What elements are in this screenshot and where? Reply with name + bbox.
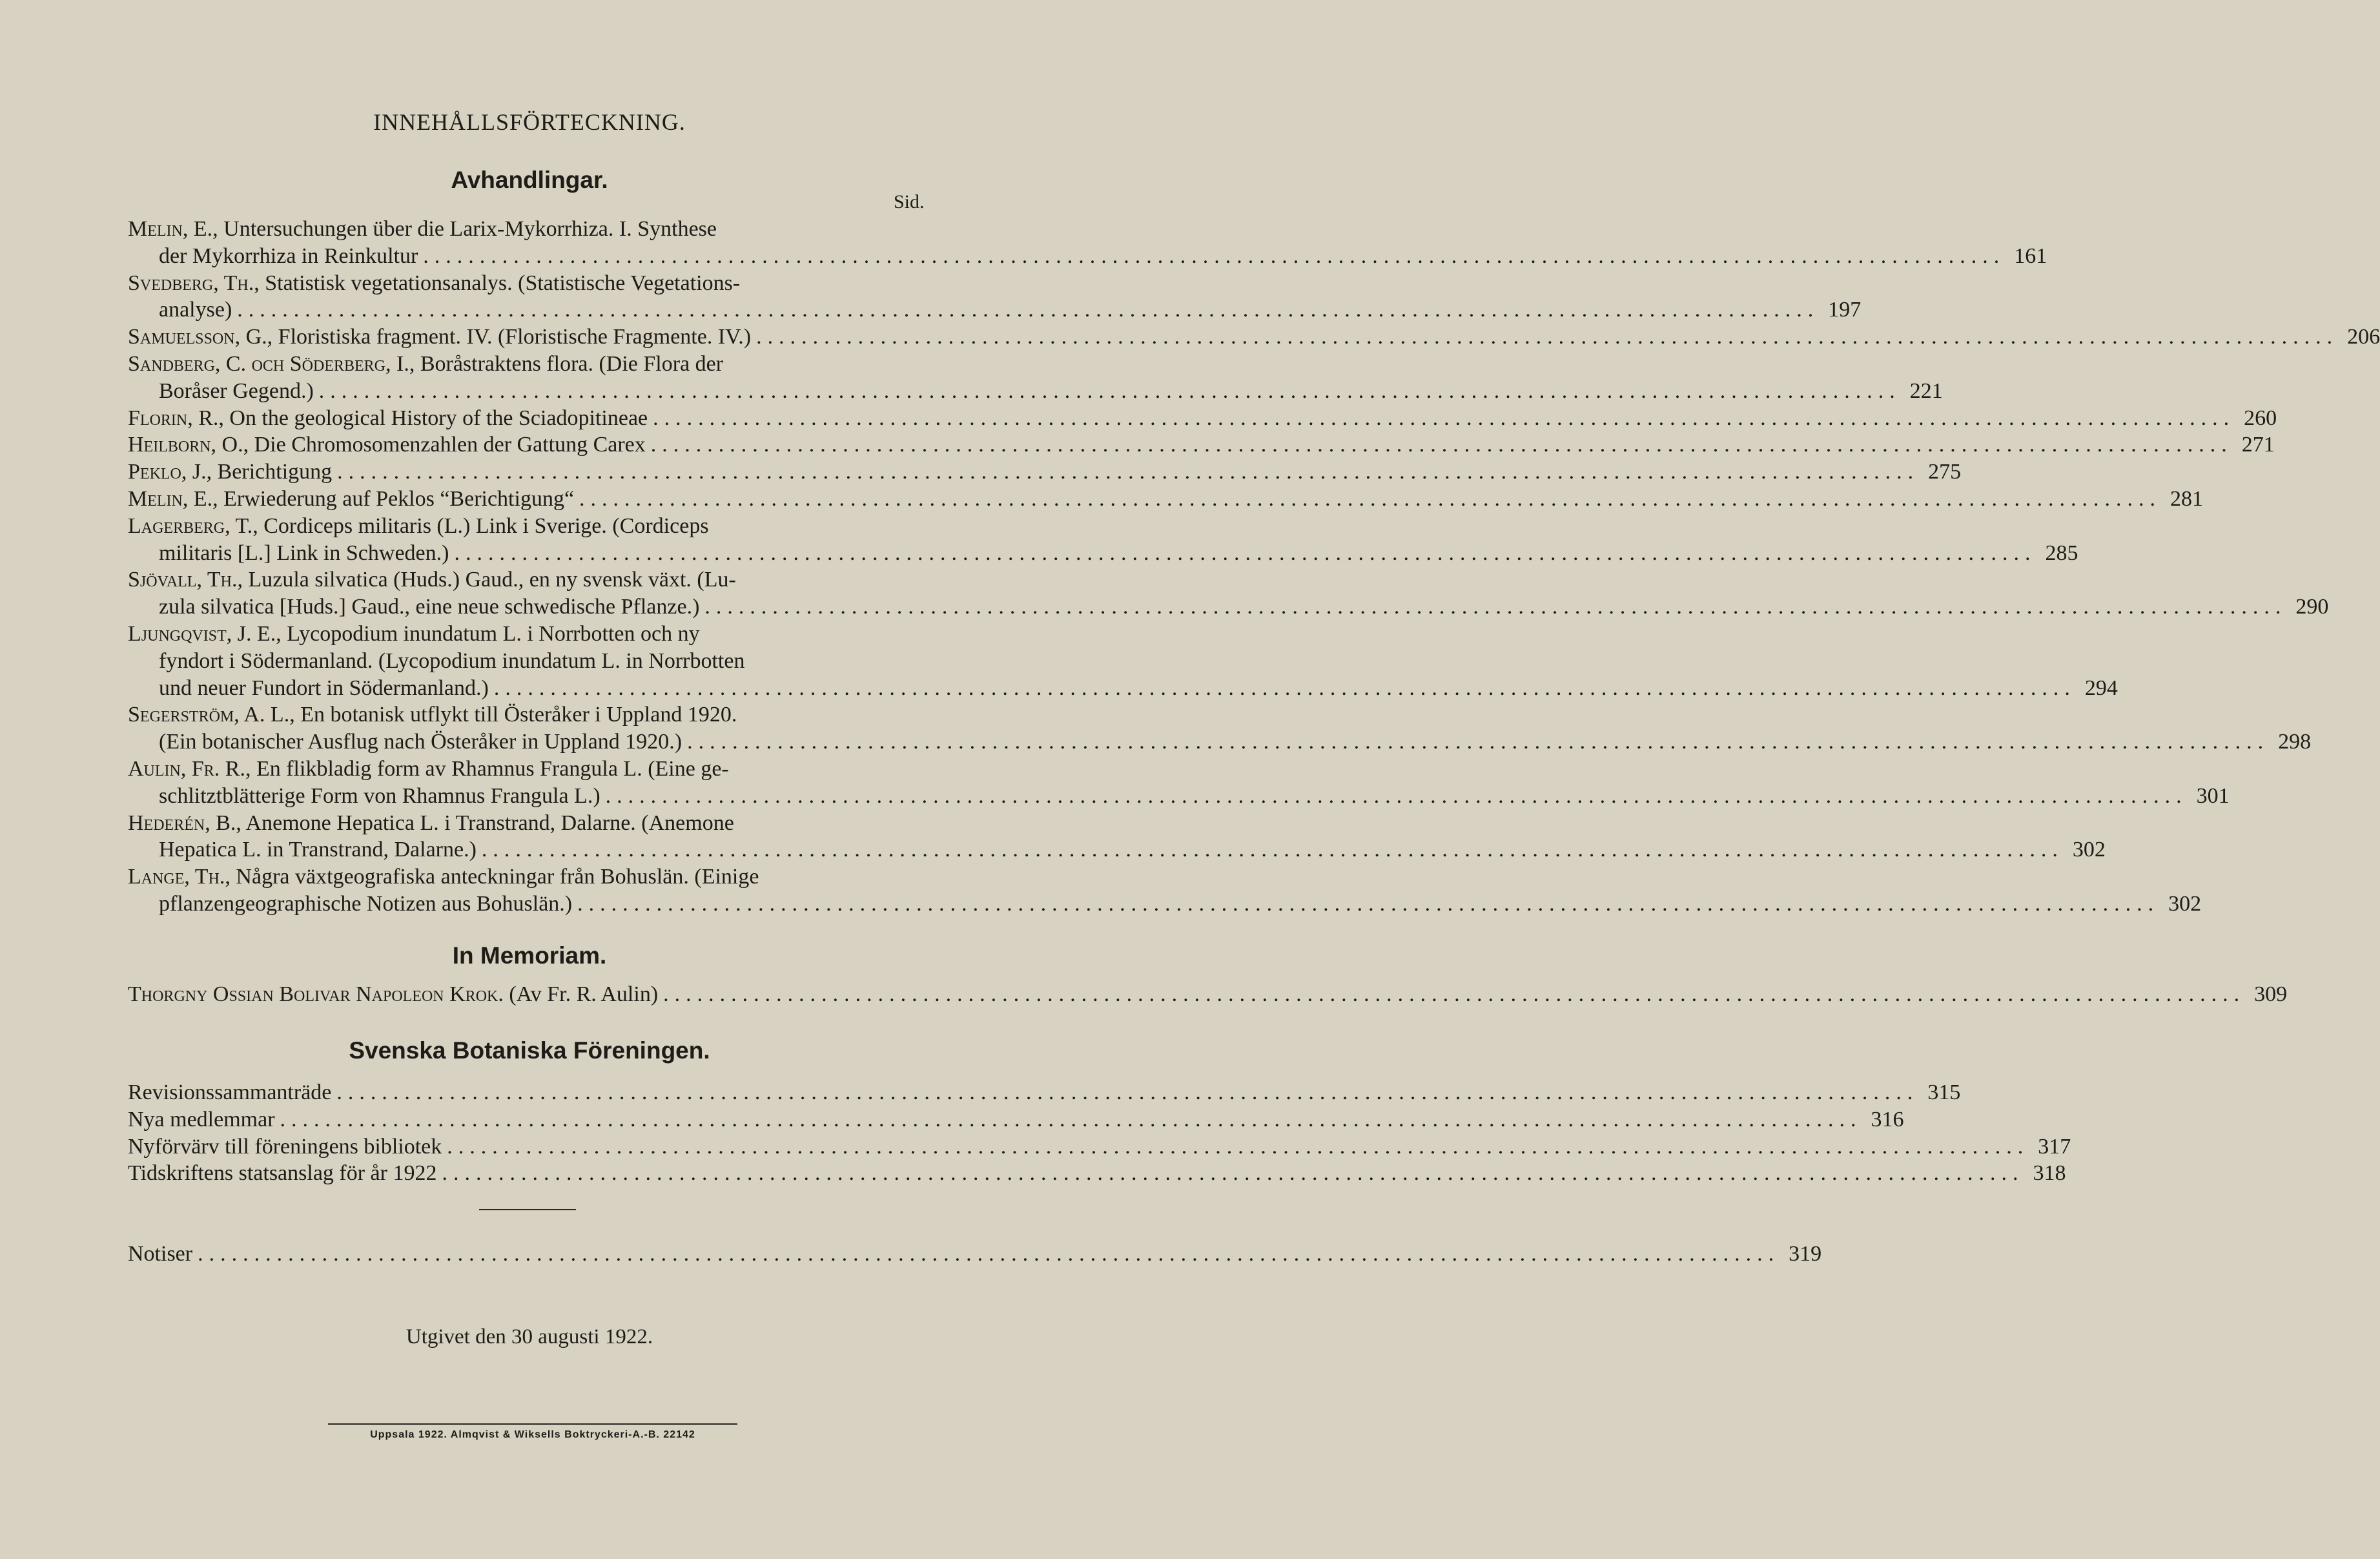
toc-entry-line (128, 243, 2047, 270)
toc-title-text: Berichtigung (217, 460, 333, 484)
toc-entry-line (128, 566, 931, 594)
toc-list-avhandlingar (128, 216, 2380, 918)
toc-entry (128, 486, 2204, 513)
toc-entry-line (128, 728, 2312, 756)
toc-entry-text-wrap (128, 1160, 436, 1187)
toc-entry-line (128, 675, 2118, 702)
toc-entry-line (128, 270, 931, 297)
toc-entry-line (128, 324, 2380, 351)
toc-author: Lagerberg, T., (128, 513, 258, 538)
toc-entry-text-wrap (128, 405, 648, 432)
toc-author: Samuelsson, G., (128, 325, 273, 349)
toc-entry-line (128, 540, 2078, 567)
toc-title-text: Revisionssammanträde (128, 1080, 332, 1104)
toc-title-text: Erwiederung auf Peklos “Berichtigung“ (223, 486, 575, 511)
toc-entry-text-wrap (159, 540, 449, 567)
toc-entry-line (128, 981, 2288, 1008)
toc-entry-line (128, 594, 2329, 621)
toc-entry-line (128, 351, 931, 378)
toc-author: Peklo, J., (128, 460, 212, 484)
leader-dots: ............................................................................................................................................ (687, 730, 2270, 754)
toc-entry-text-wrap (159, 836, 477, 863)
toc-title-text: schlitztblätterige Form von Rhamnus Frangula L.) (159, 783, 600, 808)
leader-dots: ............................................................................................................................................ (650, 433, 2233, 457)
toc-page-number: 275 (1928, 460, 1962, 484)
toc-entry-line (128, 1106, 1904, 1133)
toc-page-number: 281 (2170, 486, 2204, 511)
toc-title-text: Tidskriftens statsanslag för år 1922 (128, 1161, 437, 1186)
toc-entry-line (128, 513, 931, 540)
toc-title-text: (Av Fr. R. Aulin) (509, 982, 659, 1006)
toc-entry (128, 324, 2380, 351)
toc-list-forening (128, 1079, 2071, 1187)
toc-list-memoriam (128, 981, 2288, 1008)
toc-entry-text-wrap (159, 891, 572, 918)
toc-entry-text-wrap (159, 675, 489, 702)
toc-page-number: 318 (2033, 1161, 2066, 1186)
toc-entry (128, 756, 2230, 810)
toc-entry-line (128, 431, 2275, 459)
toc-title-text: Cordiceps militaris (L.) Link i Sverige. (Cordiceps (263, 513, 709, 538)
toc-entry-line (128, 863, 931, 891)
leader-dots: ............................................................................................................................................ (756, 325, 2339, 349)
toc-title-text: und neuer Fundort in Södermanland.) (159, 676, 489, 700)
toc-author: Florin, R., (128, 406, 224, 430)
leader-dots: ............................................................................................................................................ (336, 1080, 1919, 1104)
toc-entry (128, 216, 2047, 270)
toc-title-text: Boråser Gegend.) (159, 378, 314, 403)
printer-imprint: Uppsala 1922. Almqvist & Wiksells Boktryckeri-A.-B. 22142 (370, 1429, 695, 1440)
toc-page-number: 161 (2014, 243, 2047, 268)
toc-list-notiser (128, 1241, 1822, 1268)
divider-rule (479, 1209, 576, 1210)
toc-entry-line (128, 1133, 2071, 1161)
publication-date: Utgivet den 30 augusti 1922. (405, 1325, 653, 1348)
leader-dots: ............................................................................................................................................ (704, 595, 2287, 619)
toc-author: Melin, E., (128, 486, 218, 511)
toc-entry-line (128, 216, 931, 243)
toc-title-text: Boråstraktens flora. (Die Flora der (420, 351, 724, 376)
toc-title-text: fyndort i Södermanland. (Lycopodium inundatum L. in Norrbotten (159, 648, 745, 673)
leader-dots: ............................................................................................................................................ (442, 1161, 2024, 1186)
toc-entry-line (128, 756, 931, 783)
toc-title-text: Några växtgeografiska anteckningar från Bohuslän. (Einige (236, 865, 759, 889)
toc-title-text: zula silvatica [Huds.] Gaud., eine neue schwedische Pflanze.) (159, 595, 700, 619)
leader-dots: ............................................................................................................................................ (579, 486, 2162, 511)
toc-entry-line (128, 1079, 1961, 1106)
toc-entry-line (128, 648, 931, 675)
toc-page-number: 298 (2278, 730, 2312, 754)
toc-entry-line (128, 701, 931, 728)
toc-entry-line (128, 1160, 2066, 1187)
section-heading-memoriam: In Memoriam. (452, 942, 607, 969)
toc-entry (128, 270, 1862, 324)
toc-title-text: Lycopodium inundatum L. i Norrbotten och ny (287, 621, 700, 646)
toc-title-text: Hepatica L. in Transtrand, Dalarne.) (159, 838, 477, 862)
toc-entry-text-wrap (159, 783, 600, 810)
toc-entry (128, 566, 2329, 621)
toc-page-number: 197 (1828, 298, 1862, 322)
toc-title-text: Notiser (128, 1242, 193, 1266)
toc-title-text: Nya medlemmar (128, 1107, 275, 1131)
toc-author: Aulin, Fr. R., (128, 756, 251, 781)
toc-entry-line (128, 810, 931, 837)
toc-page-number: 221 (1909, 378, 1943, 403)
toc-entry-text-wrap (128, 981, 658, 1008)
toc-entry-text-wrap (128, 324, 751, 351)
toc-page-number: 271 (2241, 433, 2275, 457)
toc-page-number: 260 (2244, 406, 2277, 430)
toc-entry-line (128, 486, 2204, 513)
toc-entry-text-wrap (159, 594, 699, 621)
leader-dots: ............................................................................................................................................ (493, 676, 2076, 700)
toc-entry-text-wrap (128, 1133, 442, 1161)
section-heading-forening: Svenska Botaniska Föreningen. (349, 1037, 710, 1064)
page-column-label: Sid. (894, 191, 925, 212)
toc-title-text: militaris [L.] Link in Schweden.) (159, 541, 449, 565)
toc-entry-text-wrap (159, 243, 418, 270)
toc-page-number: 309 (2254, 982, 2288, 1006)
toc-entry-text-wrap (128, 1106, 275, 1133)
toc-page-number: 301 (2196, 783, 2230, 808)
toc-author: Svedberg, Th., (128, 271, 260, 295)
toc-entry-text-wrap (128, 459, 332, 486)
toc-author: Heilborn, O., (128, 433, 249, 457)
toc-title-text: pflanzengeographische Notizen aus Bohuslän.) (159, 891, 573, 916)
toc-author: Hederén, B., (128, 810, 241, 835)
leader-dots: ............................................................................................................................................ (280, 1107, 1862, 1131)
toc-author: Ljungqvist, J. E., (128, 621, 282, 646)
toc-page-number: 206 (2347, 325, 2380, 349)
toc-entry-line (128, 783, 2230, 810)
leader-dots: ............................................................................................................................................ (337, 460, 1920, 484)
toc-entry-line (128, 378, 1943, 405)
toc-entry (128, 405, 2277, 432)
toc-title-text: Nyförvärv till föreningens bibliotek (128, 1134, 442, 1159)
toc-entry (128, 810, 2106, 864)
toc-author: Segerström, A. L., (128, 703, 295, 727)
toc-entry (128, 1241, 1822, 1268)
toc-entry-line (128, 405, 2277, 432)
toc-entry (128, 863, 2202, 918)
toc-title-text: der Mykorrhiza in Reinkultur (159, 243, 418, 268)
toc-entry-text-wrap (159, 296, 232, 324)
toc-entry-text-wrap (128, 1079, 331, 1106)
leader-dots: ............................................................................................................................................ (605, 783, 2188, 808)
toc-entry-line (128, 621, 931, 648)
toc-page-number: 302 (2168, 891, 2202, 916)
toc-page-number: 290 (2295, 595, 2329, 619)
leader-dots: ............................................................................................................................................ (577, 891, 2160, 916)
toc-title-text: Die Chromosomenzahlen der Gattung Carex (254, 433, 646, 457)
toc-author: Melin, E., (128, 217, 218, 241)
toc-title-text: En botanisk utflykt till Österåker i Uppland 1920. (300, 703, 737, 727)
toc-entry-line (128, 1241, 1822, 1268)
toc-title-text: Floristiska fragment. IV. (Floristische Fragmente. IV.) (278, 325, 752, 349)
toc-page-number: 319 (1789, 1242, 1822, 1266)
toc-entry (128, 701, 2312, 756)
leader-dots: ............................................................................................................................................ (454, 541, 2036, 565)
toc-author: Thorgny Ossian Bolivar Napoleon Krok. (128, 982, 504, 1006)
toc-entry (128, 513, 2078, 567)
toc-title-text: Untersuchungen über die Larix-Mykorrhiza. I. Synthese (223, 217, 717, 241)
toc-page-number: 315 (1927, 1080, 1961, 1104)
toc-page-number: 285 (2045, 541, 2078, 565)
page-title: INNEHÅLLSFÖRTECKNING. (373, 109, 686, 135)
toc-entry-line (128, 836, 2106, 863)
leader-dots: ............................................................................................................................................ (198, 1242, 1780, 1266)
toc-title-text: (Ein botanischer Ausflug nach Österåker in Uppland 1920.) (159, 730, 682, 754)
toc-entry (128, 1106, 1904, 1133)
leader-dots: ............................................................................................................................................ (423, 243, 2006, 268)
toc-entry-line (128, 891, 2202, 918)
toc-entry (128, 459, 1962, 486)
toc-page-number: 294 (2084, 676, 2118, 700)
toc-entry (128, 981, 2288, 1008)
toc-entry-text-wrap (128, 1241, 192, 1268)
toc-entry (128, 431, 2275, 459)
toc-entry (128, 1160, 2066, 1187)
toc-page-number: 317 (2038, 1134, 2071, 1159)
toc-title-text: Statistisk vegetationsanalys. (Statistische Vegetations- (265, 271, 741, 295)
toc-entry-text-wrap (159, 728, 682, 756)
toc-entry-text-wrap (159, 378, 314, 405)
toc-entry-line (128, 296, 1862, 324)
toc-entry-line (128, 459, 1962, 486)
leader-dots: ............................................................................................................................................ (663, 982, 2246, 1006)
toc-author: Sjövall, Th., (128, 568, 243, 592)
toc-title-text: On the geological History of the Sciadopitineae (229, 406, 648, 430)
leader-dots: ............................................................................................................................................ (447, 1134, 2029, 1159)
leader-dots: ............................................................................................................................................ (237, 298, 1820, 322)
toc-title-text: Luzula silvatica (Huds.) Gaud., en ny svensk växt. (Lu- (248, 568, 736, 592)
toc-author: Sandberg, C. och Söderberg, I., (128, 351, 415, 376)
leader-dots: ............................................................................................................................................ (318, 378, 1901, 403)
toc-page-number: 316 (1871, 1107, 1904, 1131)
footer-rule (328, 1423, 737, 1425)
toc-title-text: Anemone Hepatica L. i Transtrand, Dalarne. (Anemone (245, 810, 734, 835)
toc-entry (128, 351, 1943, 405)
leader-dots: ............................................................................................................................................ (481, 838, 2064, 862)
toc-author: Lange, Th., (128, 865, 231, 889)
toc-entry-text-wrap (128, 431, 646, 459)
toc-title-text: En flikbladig form av Rhamnus Frangula L. (Eine ge- (256, 756, 729, 781)
section-heading-avhandlingar: Avhandlingar. (451, 167, 608, 193)
toc-entry (128, 621, 2118, 701)
toc-entry (128, 1133, 2071, 1161)
toc-page-number: 302 (2072, 838, 2106, 862)
toc-entry (128, 1079, 1961, 1106)
toc-entry-text-wrap (128, 486, 574, 513)
leader-dots: ............................................................................................................................................ (653, 406, 2235, 430)
toc-title-text: analyse) (159, 298, 232, 322)
